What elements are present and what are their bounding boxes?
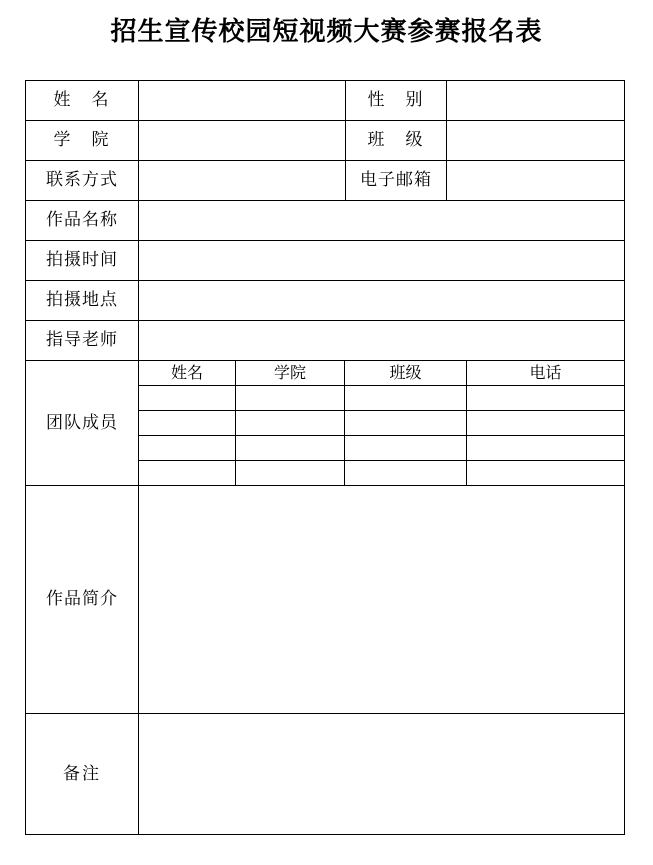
team-header-class: 班级 — [389, 363, 422, 382]
registration-form — [25, 80, 625, 835]
team-members-label: 团队成员 — [46, 412, 118, 433]
shoot-time-field[interactable] — [139, 241, 624, 280]
team-cell[interactable] — [236, 386, 344, 410]
class-label: 班 级 — [367, 130, 425, 150]
gender-label: 性 别 — [367, 90, 425, 110]
contact-label: 联系方式 — [46, 170, 118, 190]
remarks-label: 备注 — [63, 763, 101, 784]
team-cell[interactable] — [467, 461, 624, 485]
team-header-phone: 电话 — [529, 363, 562, 382]
team-cell[interactable] — [467, 411, 624, 435]
intro-label: 作品简介 — [46, 589, 118, 609]
team-cell[interactable] — [139, 436, 235, 460]
team-cell[interactable] — [236, 461, 344, 485]
team-cell[interactable] — [236, 436, 344, 460]
work-name-field[interactable] — [139, 201, 624, 240]
email-field[interactable] — [447, 161, 624, 200]
name-label: 姓 名 — [53, 90, 111, 110]
college-field[interactable] — [139, 121, 345, 160]
shoot-time-label: 拍摄时间 — [46, 250, 118, 270]
college-label: 学 院 — [53, 130, 111, 150]
intro-field[interactable] — [139, 486, 624, 713]
form-title: 招生宣传校园短视频大赛参赛报名表 — [110, 17, 543, 47]
team-cell[interactable] — [236, 411, 344, 435]
team-cell[interactable] — [345, 436, 466, 460]
email-label: 电子邮箱 — [360, 170, 432, 190]
team-cell[interactable] — [139, 386, 235, 410]
contact-field[interactable] — [139, 161, 345, 200]
shoot-place-label: 拍摄地点 — [46, 290, 118, 310]
team-cell[interactable] — [467, 386, 624, 410]
team-header-name: 姓名 — [170, 363, 203, 382]
class-field[interactable] — [447, 121, 624, 160]
team-cell[interactable] — [345, 386, 466, 410]
team-cell[interactable] — [139, 461, 235, 485]
team-cell[interactable] — [139, 411, 235, 435]
remarks-field[interactable] — [139, 714, 624, 834]
team-cell[interactable] — [467, 436, 624, 460]
team-cell[interactable] — [345, 411, 466, 435]
shoot-place-field[interactable] — [139, 281, 624, 320]
advisor-field[interactable] — [139, 321, 624, 360]
work-name-label: 作品名称 — [46, 210, 118, 230]
team-header-college: 学院 — [273, 363, 306, 382]
advisor-label: 指导老师 — [46, 330, 118, 350]
name-field[interactable] — [139, 81, 345, 120]
team-cell[interactable] — [345, 461, 466, 485]
gender-field[interactable] — [447, 81, 624, 120]
